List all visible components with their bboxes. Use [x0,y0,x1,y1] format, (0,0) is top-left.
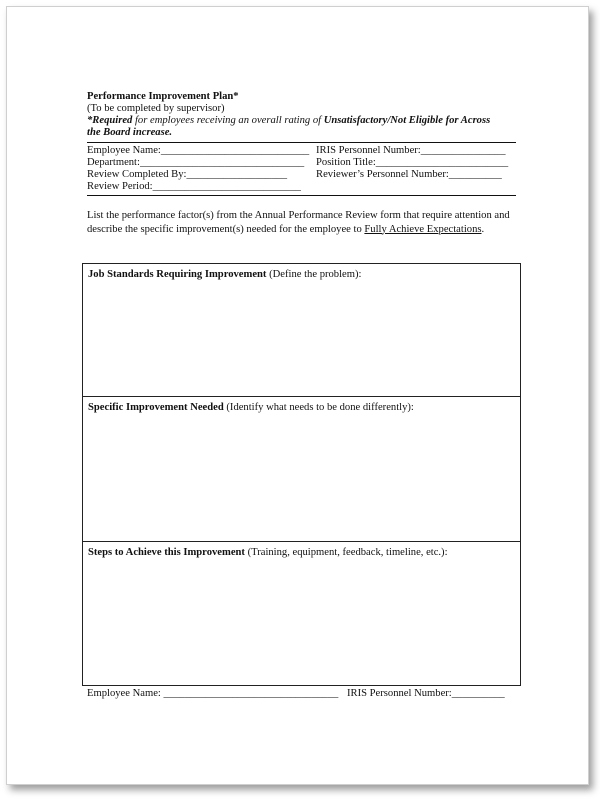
section-label [88,269,361,281]
instructions-underlined: Fully Achieve Expectations [364,223,482,235]
position-title-label: Position Title: [316,157,376,168]
section-heading: Specific Improvement Needed [88,402,224,413]
section-hint: (Training, equipment, feedback, timeline, etc.): [244,547,448,558]
instructions-text: List the performance factor(s) from the Annual Performance Review form that require attention and describe the specific improvement(s) needed for the employee to [87,210,510,235]
review-completed-by-label: Review Completed By: [87,169,187,180]
section-heading: Job Standards Requiring Improvement [88,269,267,280]
form-title: Performance Improvement Plan* [87,91,239,102]
section-hint: (Identify what needs to be done differently): [223,402,414,413]
section-label [88,547,448,559]
document-page [6,6,589,785]
reviewer-number-label: Reviewer’s Personnel Number: [316,169,449,180]
required-note [87,115,490,127]
employee-name-value: ____________________________ [160,145,310,156]
footer-employee-name-label: Employee Name: [87,688,161,699]
footer-iris-label: IRIS Personnel Number: [347,688,452,699]
footer-employee-name-value: _________________________________ [163,688,339,699]
required-note-text: for employees receiving an overall rating of [132,115,324,126]
section-heading: Steps to Achieve this Improvement [88,547,245,558]
instructions-end: . [481,223,485,235]
section-specific-improvement[interactable] [83,397,520,542]
required-note-bold-line2: the Board increase. [87,127,173,138]
improvement-table [82,263,521,686]
section-hint: (Define the problem): [266,269,362,280]
review-period-value: ____________________________ [152,181,301,192]
footer-iris-field[interactable] [347,688,505,700]
reviewer-number-value: __________ [448,169,502,180]
footer-employee-name-field[interactable] [87,688,338,700]
reviewer-number-field[interactable] [316,169,502,181]
required-note-label: *Required [87,115,133,126]
review-completed-by-value: ___________________ [186,169,288,180]
review-period-field[interactable] [87,181,301,193]
section-steps-to-achieve[interactable] [83,542,520,685]
department-field[interactable] [87,157,304,169]
iris-number-label: IRIS Personnel Number: [316,145,421,156]
fields-divider [87,195,516,196]
department-value: _______________________________ [139,157,305,168]
position-title-value: _________________________ [375,157,509,168]
iris-number-value: ________________ [420,145,506,156]
position-title-field[interactable] [316,157,508,169]
form-subtitle: (To be completed by supervisor) [87,103,225,114]
header-divider [87,142,516,143]
instructions-paragraph [87,209,527,236]
required-note-bold: Unsatisfactory/Not Eligible for Across [323,115,491,126]
employee-name-label: Employee Name: [87,145,161,156]
section-job-standards[interactable] [83,264,520,397]
review-period-label: Review Period: [87,181,153,192]
iris-number-field[interactable] [316,145,506,157]
section-label [88,402,414,414]
review-completed-by-field[interactable] [87,169,287,181]
employee-name-field[interactable] [87,145,309,157]
required-note-line2 [87,127,172,139]
department-label: Department: [87,157,140,168]
footer-iris-value: __________ [451,688,505,699]
